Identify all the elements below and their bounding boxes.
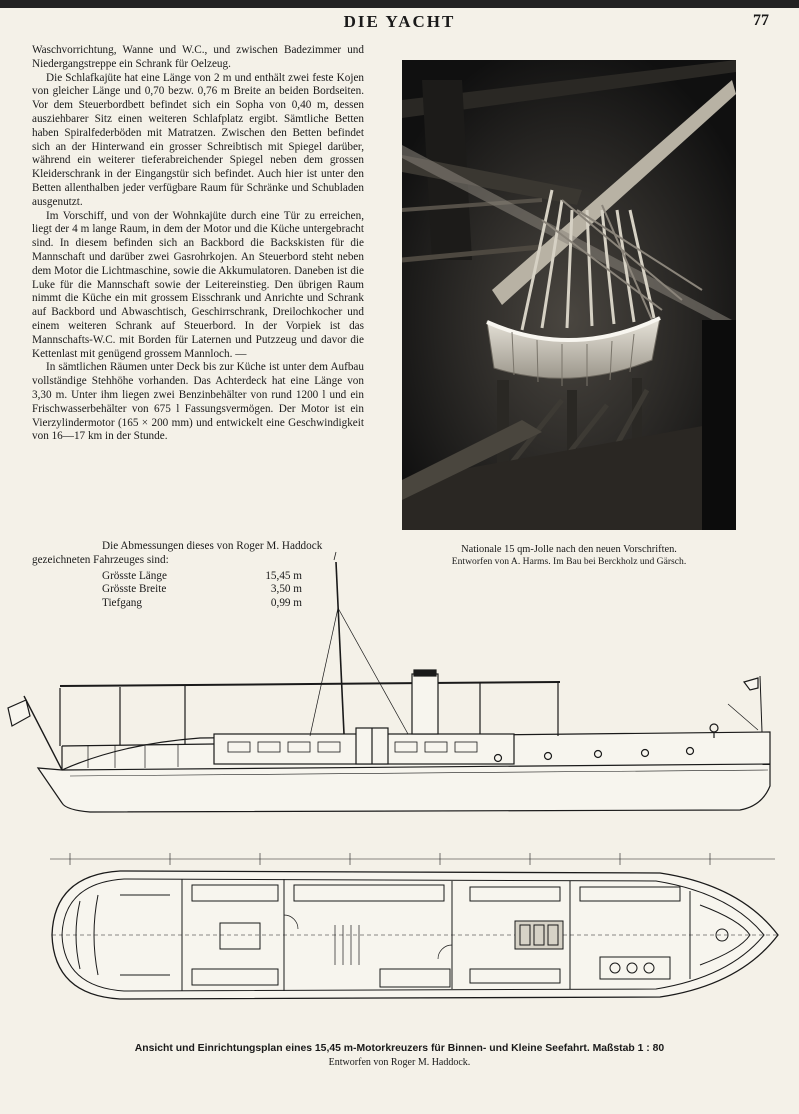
paragraph: Waschvorrichtung, Wanne und W.C., und zwischen Badezimmer und Niedergangstreppe ein Schrank für Oelzeug. [32,44,364,70]
plan-svg [0,845,799,1015]
paragraph: Im Vorschiff, und von der Wohnkajüte durch eine Tür zu erreichen, liegt der 4 m lange Raum, in dem der Motor und die Küche untergebracht sind. In diesem befinden sich an Backbord die Backskisten für die Mannschaft und darüber zwei Gasrohrkojen. An Steuerbord steht neben dem Motor die Lichtmaschine, sowie die Akkumulatoren. Daneben ist die Luke für die Mannschaft sowie der Leitereinstieg. Den übrigen Raum nimmt die Küche ein mit grossem Eisschrank und Anrichte und Schrank auf Backbord und Abwaschtisch, Geschirrschrank, Dreilochkocher und einem weiteren Schrank auf Steuerbord. In der Vorpiek ist das Mannschafts-W.C. mit Borden für Laternen und Putzzeug und davor die Kettenlast mit genügend grossem Mannloch. — [32,209,364,360]
page-top-edge [0,0,799,8]
paragraph: In sämtlichen Räumen unter Deck bis zur Küche ist unter dem Aufbau vollständige Stehhöhe vorhanden. Das Achterdeck hat eine Länge von 3,30 m. Unter ihm liegen zwei Benzinbehälter von rund 1200 l und ein Frischwasserbehälter von 675 l Fassungsvermögen. Der Motor ist ein Vierzylindermotor (165 × 200 mm) und entwickelt eine Geschwindigkeit von 16—17 km in der Stunde. [32,361,364,443]
dimension-label: Tiefgang [102,597,142,610]
side-elevation-drawing [0,548,799,828]
boat-construction-photo [402,60,736,530]
dimensions-intro: Die Abmessungen dieses von Roger M. Haddock gezeichneten Fahrzeuges sind: [32,540,323,566]
interior-plan-drawing [0,845,799,1015]
article-text [32,44,364,444]
photo-illustration [402,60,736,530]
plan-caption-credit: Entworfen von Roger M. Haddock. [328,1057,471,1068]
dimension-label: Grösste Breite [102,583,167,596]
journal-title: DIE YACHT [343,12,456,31]
dimension-value: 15,45 m [265,569,302,582]
dimension-label: Grösste Länge [102,569,167,582]
photo-caption-title: Nationale 15 qm-Jolle nach den neuen Vorschriften. [461,544,677,555]
photo-caption-credit: Entworfen von A. Harms. Im Bau bei Berckholz und Gärsch. [451,556,687,567]
page-number: 77 [753,12,769,29]
paragraph: Die Schlafkajüte hat eine Länge von 2 m und enthält zwei feste Kojen von gleicher Länge und 0,70 bezw. 0,76 m Breite an beiden Bordseiten. Vor dem Steuerbordbett befindet sich ein Sopha von 0,40 m, dessen ausziehbarer Sitz einen weiteren Schlafplatz ergibt. Sämtliche Betten haben Spiralfederböden mit Matratzen. Zwischen den Betten befindet sich an der Hinterwand ein grosser Schreibtisch mit Spiegel darüber, während ein weiterer tieferabreichender Spiegel neben dem grossen Kleiderschrank in der Eingangstür sich befindet. Auch hier ist unter den Betten allenthalben jeder verfügbare Raum für Schränke und Schubladen ausgenutzt. [32,71,364,208]
dimension-value: 3,50 m [270,583,302,596]
elevation-svg [0,548,799,828]
dimension-value: 0,99 m [270,597,302,610]
plan-caption-title: Ansicht und Einrichtungsplan eines 15,45 m-Motorkreuzers für Binnen- und Kleine Seefahrt. Maßstab 1 : 80 [134,1043,665,1054]
plan-caption [0,1042,799,1070]
